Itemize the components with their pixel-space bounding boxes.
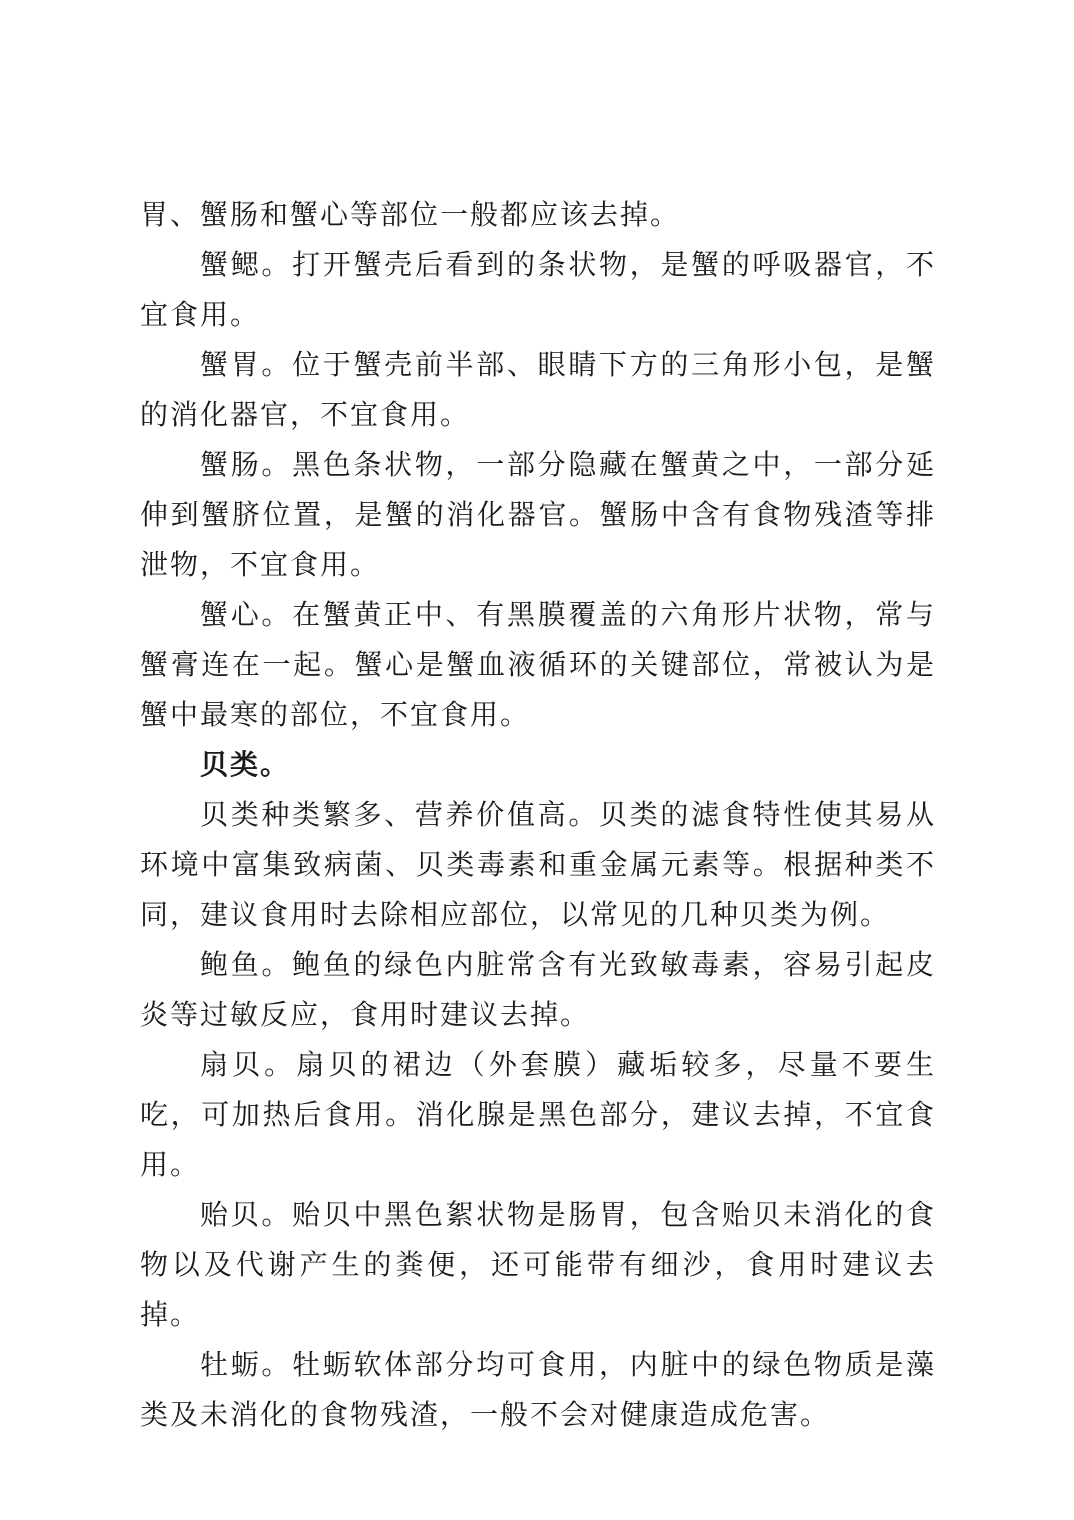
paragraph-crab-stomach: 蟹胃。位于蟹壳前半部、眼睛下方的三角形小包，是蟹的消化器官，不宜食用。 xyxy=(140,348,936,431)
paragraph-scallop: 扇贝。扇贝的裙边（外套膜）藏垢较多，尽量不要生吃，可加热后食用。消化腺是黑色部分，建议去掉，不宜食用。 xyxy=(140,1048,936,1181)
paragraph-crab-gills: 蟹鳃。打开蟹壳后看到的条状物，是蟹的呼吸器官，不宜食用。 xyxy=(140,248,936,331)
paragraph-shellfish-intro: 贝类种类繁多、营养价值高。贝类的滤食特性使其易从环境中富集致病菌、贝类毒素和重金属元素等。根据种类不同，建议食用时去除相应部位，以常见的几种贝类为例。 xyxy=(140,798,936,931)
paragraph-crab-intestine: 蟹肠。黑色条状物，一部分隐藏在蟹黄之中，一部分延伸到蟹脐位置，是蟹的消化器官。蟹肠中含有食物残渣等排泄物，不宜食用。 xyxy=(140,448,936,581)
paragraph-crab-heart: 蟹心。在蟹黄正中、有黑膜覆盖的六角形片状物，常与蟹膏连在一起。蟹心是蟹血液循环的关键部位，常被认为是蟹中最寒的部位，不宜食用。 xyxy=(140,598,936,731)
paragraph-crab-parts-intro: 胃、蟹肠和蟹心等部位一般都应该去掉。 xyxy=(140,198,681,231)
paragraph-mussel: 贻贝。贻贝中黑色絮状物是肠胃，包含贻贝未消化的食物以及代谢产生的粪便，还可能带有细沙，食用时建议去掉。 xyxy=(140,1198,936,1331)
paragraph-abalone: 鲍鱼。鲍鱼的绿色内脏常含有光致敏毒素，容易引起皮炎等过敏反应，食用时建议去掉。 xyxy=(140,948,936,1031)
section-heading-shellfish: 贝类。 xyxy=(200,748,291,781)
document-page xyxy=(140,190,936,1440)
paragraph-oyster: 牡蛎。牡蛎软体部分均可食用，内脏中的绿色物质是藻类及未消化的食物残渣，一般不会对健康造成危害。 xyxy=(140,1348,936,1431)
